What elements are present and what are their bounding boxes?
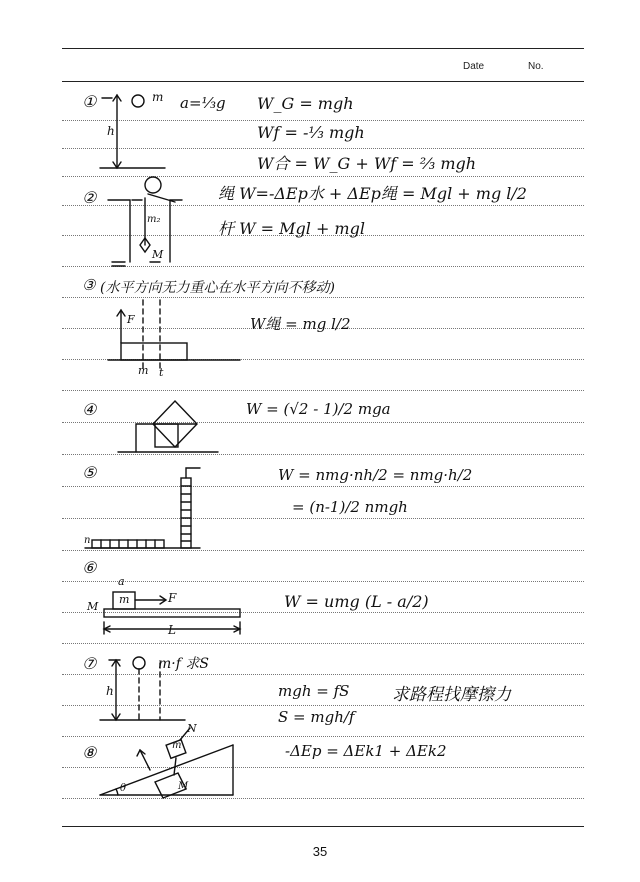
problem-1-number: ① (82, 92, 97, 111)
problem-1-line-4: W合 = W_G + Wf = ⅔ mgh (257, 154, 477, 173)
problem-7-condition: m·f 求S (158, 656, 209, 672)
problem-6-L-label: L (168, 623, 176, 637)
problem-2-M-label: M (152, 248, 164, 261)
problem-1-line-2: W_G = mgh (257, 94, 354, 113)
problem-6-number: ⑥ (82, 558, 97, 577)
problem-7-number: ⑦ (82, 654, 97, 673)
problem-1-h-label: h (107, 124, 115, 138)
problem-6-M-label: M (87, 600, 99, 613)
diagram-3 (108, 300, 240, 372)
problem-4-number: ④ (82, 400, 97, 419)
no-label: No. (528, 61, 544, 72)
problem-8-line-1: -ΔEp = ΔEk1 + ΔEk2 (285, 742, 447, 760)
problem-3-line-1: W绳 = mg l/2 (250, 315, 351, 333)
problem-6-F-label: F (168, 591, 177, 605)
problem-4-line-1: W = (√2 - 1)/2 mga (246, 400, 391, 418)
problem-5-line-1: W = nmg·nh/2 = nmg·h/2 (278, 466, 473, 484)
problem-1-line-3: Wf = -⅓ mgh (257, 123, 365, 142)
problem-3-number: ③ (82, 276, 96, 294)
problem-2-number: ② (82, 188, 97, 207)
problem-1-line-1: a=⅓g (180, 94, 226, 112)
diagram-4 (118, 401, 218, 452)
problem-3-t-label: t (159, 366, 164, 379)
problem-5-number: ⑤ (82, 463, 97, 482)
problem-7-note: 求路程找摩擦力 (392, 685, 511, 705)
problem-2-line-1: 绳 W=-ΔEp水 + ΔEp绳 = Mgl + mg l/2 (218, 184, 527, 203)
problem-6-m-label: m (119, 593, 130, 606)
problem-1-mass-label: m (152, 90, 164, 104)
page-number: 35 (312, 844, 328, 859)
problem-8-theta-label: θ (120, 783, 127, 794)
problem-3-note: (水平方向无力重心在水平方向不移动) (100, 280, 335, 296)
diagram-5 (85, 468, 200, 548)
problem-7-h-label: h (106, 684, 114, 698)
diagram-2 (108, 177, 182, 266)
problem-5-n-label: n (84, 535, 91, 546)
problem-8-M-label: M (178, 781, 189, 792)
problem-6-line-1: W = umg (L - a/2) (284, 592, 429, 611)
problem-7-line-1: mgh = fS (278, 682, 350, 700)
problem-2-line-2: 杆 W = Mgl + mgl (218, 219, 365, 238)
problem-8-number: ⑧ (82, 743, 97, 762)
problem-8-N-label: N (187, 722, 197, 735)
problem-3-m-label: m (138, 364, 149, 377)
problem-5-line-2: = (n-1)/2 nmgh (292, 498, 408, 516)
problem-2-m2-label: m₂ (147, 214, 161, 225)
problem-7-line-2: S = mgh/f (278, 708, 355, 726)
problem-3-F-label: F (127, 313, 135, 326)
problem-8-m-label: m (172, 740, 182, 751)
problem-6-a-label: a (118, 575, 125, 588)
date-label: Date (463, 61, 485, 72)
